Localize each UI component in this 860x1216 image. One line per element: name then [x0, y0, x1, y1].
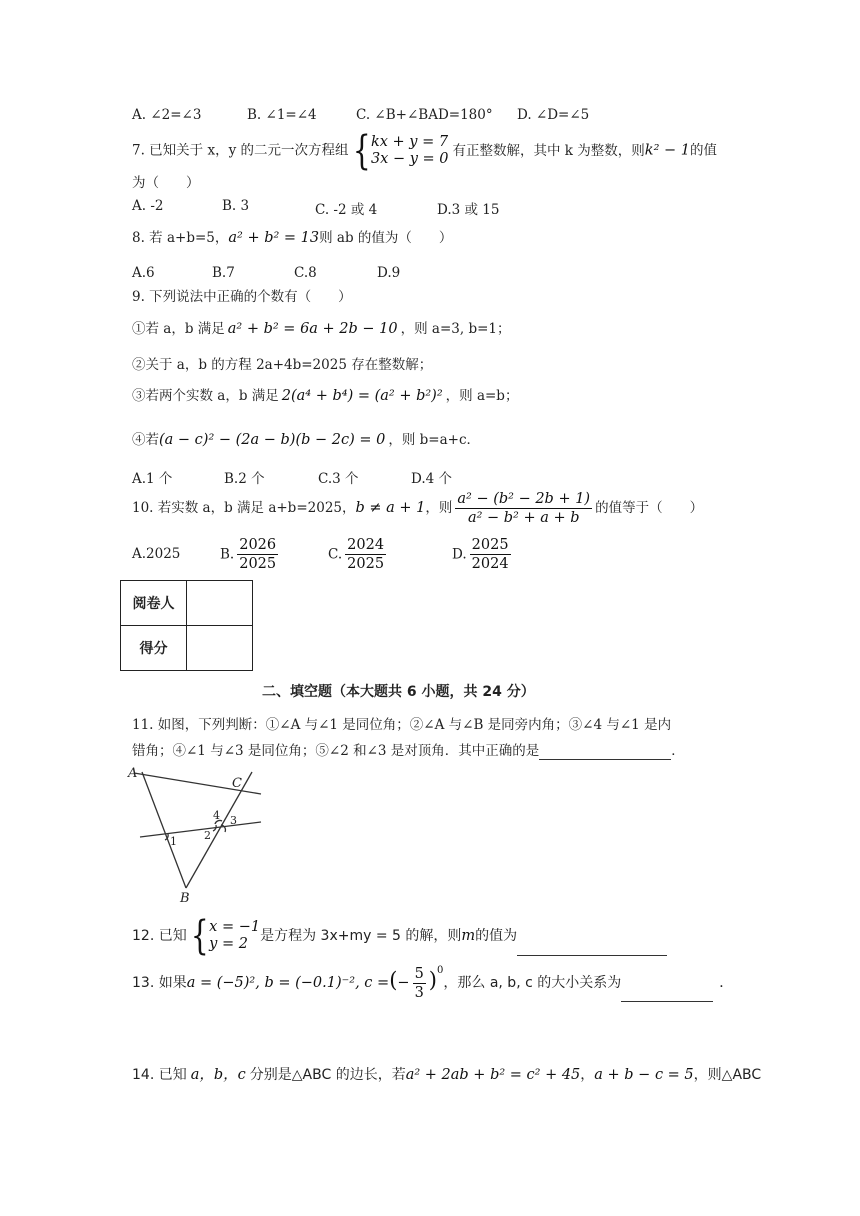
q9-s4-post: ，则 b=a+c． [388, 432, 481, 448]
q7-option-b: B. 3 [222, 198, 250, 214]
q9-statement-3 [132, 387, 518, 405]
question-7 [132, 128, 717, 174]
grader-score-table [120, 580, 253, 671]
question-12 [132, 913, 667, 959]
q13-c-num: 5 [414, 965, 424, 982]
grader-label: 阅卷人 [121, 581, 187, 626]
q12-stem: 12. 已知 [132, 928, 187, 944]
q13-answer-blank [621, 1001, 713, 1002]
q14-stem: 14. 已知 [132, 1067, 187, 1083]
q10-mid: ，则 [425, 500, 453, 516]
q10-d-num: 2025 [471, 537, 509, 553]
q10-option-c [328, 536, 389, 573]
q10-option-c-label: C. [328, 546, 343, 563]
q13-paren-open: ( [389, 968, 398, 992]
q9-option-d: D.4 个 [411, 471, 453, 487]
q13-minus: − [397, 975, 410, 991]
q9-s3-pre: ③若两个实数 a，b 满足 [132, 388, 279, 404]
q10-stem: 10. 若实数 a，b 满足 a+b=2025， [132, 500, 356, 516]
question-14 [132, 1066, 761, 1084]
q7-post: 的值 [689, 142, 717, 159]
q14-post: ，则△ABC [693, 1067, 762, 1083]
q14-sep: ， [580, 1067, 595, 1083]
q7-line2: 为（ ） [132, 175, 200, 191]
q8-stem: 8. 若 a+b=5， [132, 230, 229, 246]
q10-c-den: 2025 [347, 556, 385, 572]
label-b: B [180, 891, 190, 906]
q10-numerator: a² − (b² − 2b + 1) [457, 491, 591, 507]
q11-line2-text: 错角；④∠1 与∠3 是同位角；⑤∠2 和∠3 是对顶角．其中正确的是 [132, 743, 540, 759]
q12-answer-blank [517, 955, 667, 956]
q10-fraction [455, 490, 592, 527]
q11-answer-blank [539, 759, 671, 760]
q7-mid: 有正整数解，其中 k 为整数，则 [452, 142, 645, 159]
question-13 [132, 962, 733, 1002]
q9-s1-pre: ①若 a，b 满足 [132, 321, 225, 337]
q9-s3-post: ，则 a=b； [445, 388, 519, 404]
question-10 [132, 490, 703, 527]
q10-c-num: 2024 [347, 537, 385, 553]
transversal-line [140, 822, 261, 837]
q12-mid: 是方程为 3x+my = 5 的解，则 [260, 928, 462, 944]
q13-exponent: 0 [437, 965, 444, 976]
q9-statement-1 [132, 320, 511, 338]
q13-expr: a = (−5)², b = (−0.1)⁻², c = [186, 975, 390, 991]
q12-eq2: y = 2 [209, 936, 248, 952]
q7-eq1: kx + y = 7 [370, 134, 449, 150]
q6-option-c: C. ∠B+∠BAD=180° [356, 107, 493, 123]
q8-option-c: C.8 [294, 265, 317, 281]
q12-eq1: x = −1 [209, 919, 261, 935]
q9-s3-expr: 2(a⁴ + b⁴) = (a² + b²)² [281, 388, 443, 404]
label-a: A [128, 766, 138, 781]
q13-fraction [413, 965, 426, 1002]
question-9: 9. 下列说法中正确的个数有（ ） [132, 289, 352, 305]
q7-expr: k² − 1 [644, 142, 690, 159]
q7-option-c: C. -2 或 4 [315, 202, 378, 218]
q10-option-b [220, 536, 281, 573]
q9-option-b: B.2 个 [224, 471, 265, 487]
q8-option-b: B.7 [212, 265, 235, 281]
q14-vars: a，b，c [190, 1067, 246, 1083]
q10-option-d-frac [470, 536, 511, 573]
q9-s4-expr: (a − c)² − (2a − b)(b − 2c) = 0 [159, 432, 386, 448]
q10-option-a: A.2025 [132, 546, 181, 562]
label-2: 2 [204, 829, 211, 842]
score-label: 得分 [121, 626, 187, 671]
q9-s1-expr: a² + b² = 6a + 2b − 10 [227, 321, 398, 337]
q13-c-den: 3 [414, 984, 424, 1001]
score-cell [187, 626, 253, 671]
q8-option-d: D.9 [377, 265, 401, 281]
section-2-heading: 二、填空题（本大题共 6 小题，共 24 分） [262, 684, 535, 700]
q7-option-d: D.3 或 15 [437, 202, 500, 218]
q8-option-a: A.6 [132, 265, 155, 281]
q13-stem: 13. 如果 [132, 975, 187, 991]
q10-cond: b ≠ a + 1 [355, 500, 426, 516]
label-4: 4 [213, 809, 220, 822]
question-11-line1: 11. 如图，下列判断：①∠A 与∠1 是同位角；②∠A 与∠B 是同旁内角；③∠4 与∠1 是内 [132, 717, 672, 733]
side-ab [142, 772, 186, 888]
q7-stem: 7. 已知关于 x，y 的二元一次方程组 [132, 142, 349, 159]
q9-s4-pre: ④若 [132, 432, 159, 448]
q10-post: 的值等于（ ） [595, 500, 704, 516]
q10-b-num: 2026 [239, 537, 277, 553]
q14-mid: 分别是△ABC 的边长，若 [249, 1067, 406, 1083]
q12-solution-system: { x = −1 y = 2 [190, 913, 261, 959]
q7-eq2: 3x − y = 0 [370, 151, 449, 167]
q9-s1-post: ，则 a=3, b=1； [400, 321, 511, 337]
triangle-figure [124, 764, 274, 906]
q10-d-den: 2024 [471, 556, 509, 572]
q6-option-d: D. ∠D=∠5 [517, 107, 590, 123]
q12-var: m [461, 928, 476, 944]
question-8 [132, 229, 452, 247]
question-11-line2 [132, 742, 685, 760]
q7-equation-system: { kx + y = 7 3x − y = 0 [352, 128, 449, 174]
q8-expr: a² + b² = 13 [228, 230, 320, 246]
q10-option-d [452, 536, 514, 573]
q10-option-d-label: D. [452, 546, 467, 563]
label-1: 1 [170, 835, 177, 848]
q11-end: ． [671, 743, 685, 759]
q8-post: 则 ab 的值为（ ） [319, 230, 453, 246]
q10-denominator: a² − b² + a + b [467, 510, 580, 526]
q14-expr1: a² + 2ab + b² = c² + 45 [405, 1067, 581, 1083]
q10-b-den: 2025 [239, 556, 277, 572]
q13-post: ，那么 a, b, c 的大小关系为 [443, 975, 622, 991]
q7-option-a: A. -2 [132, 198, 164, 214]
q9-option-a: A.1 个 [132, 471, 173, 487]
q9-option-c: C.3 个 [318, 471, 359, 487]
q6-option-a: A. ∠2=∠3 [132, 107, 202, 123]
grader-cell [187, 581, 253, 626]
label-c: C [232, 776, 242, 791]
label-3: 3 [230, 814, 237, 827]
q14-expr2: a + b − c = 5 [594, 1067, 694, 1083]
q10-option-b-label: B. [220, 546, 235, 563]
q10-option-c-frac [345, 536, 386, 573]
q6-option-b: B. ∠1=∠4 [247, 107, 317, 123]
q12-post: 的值为 [475, 928, 518, 944]
q13-paren-close: ) [428, 968, 437, 992]
q9-statement-2: ②关于 a，b 的方程 2a+4b=2025 存在整数解； [132, 357, 433, 373]
q9-statement-4 [132, 431, 480, 449]
q13-end: ． [719, 975, 734, 991]
q10-option-b-frac [237, 536, 278, 573]
